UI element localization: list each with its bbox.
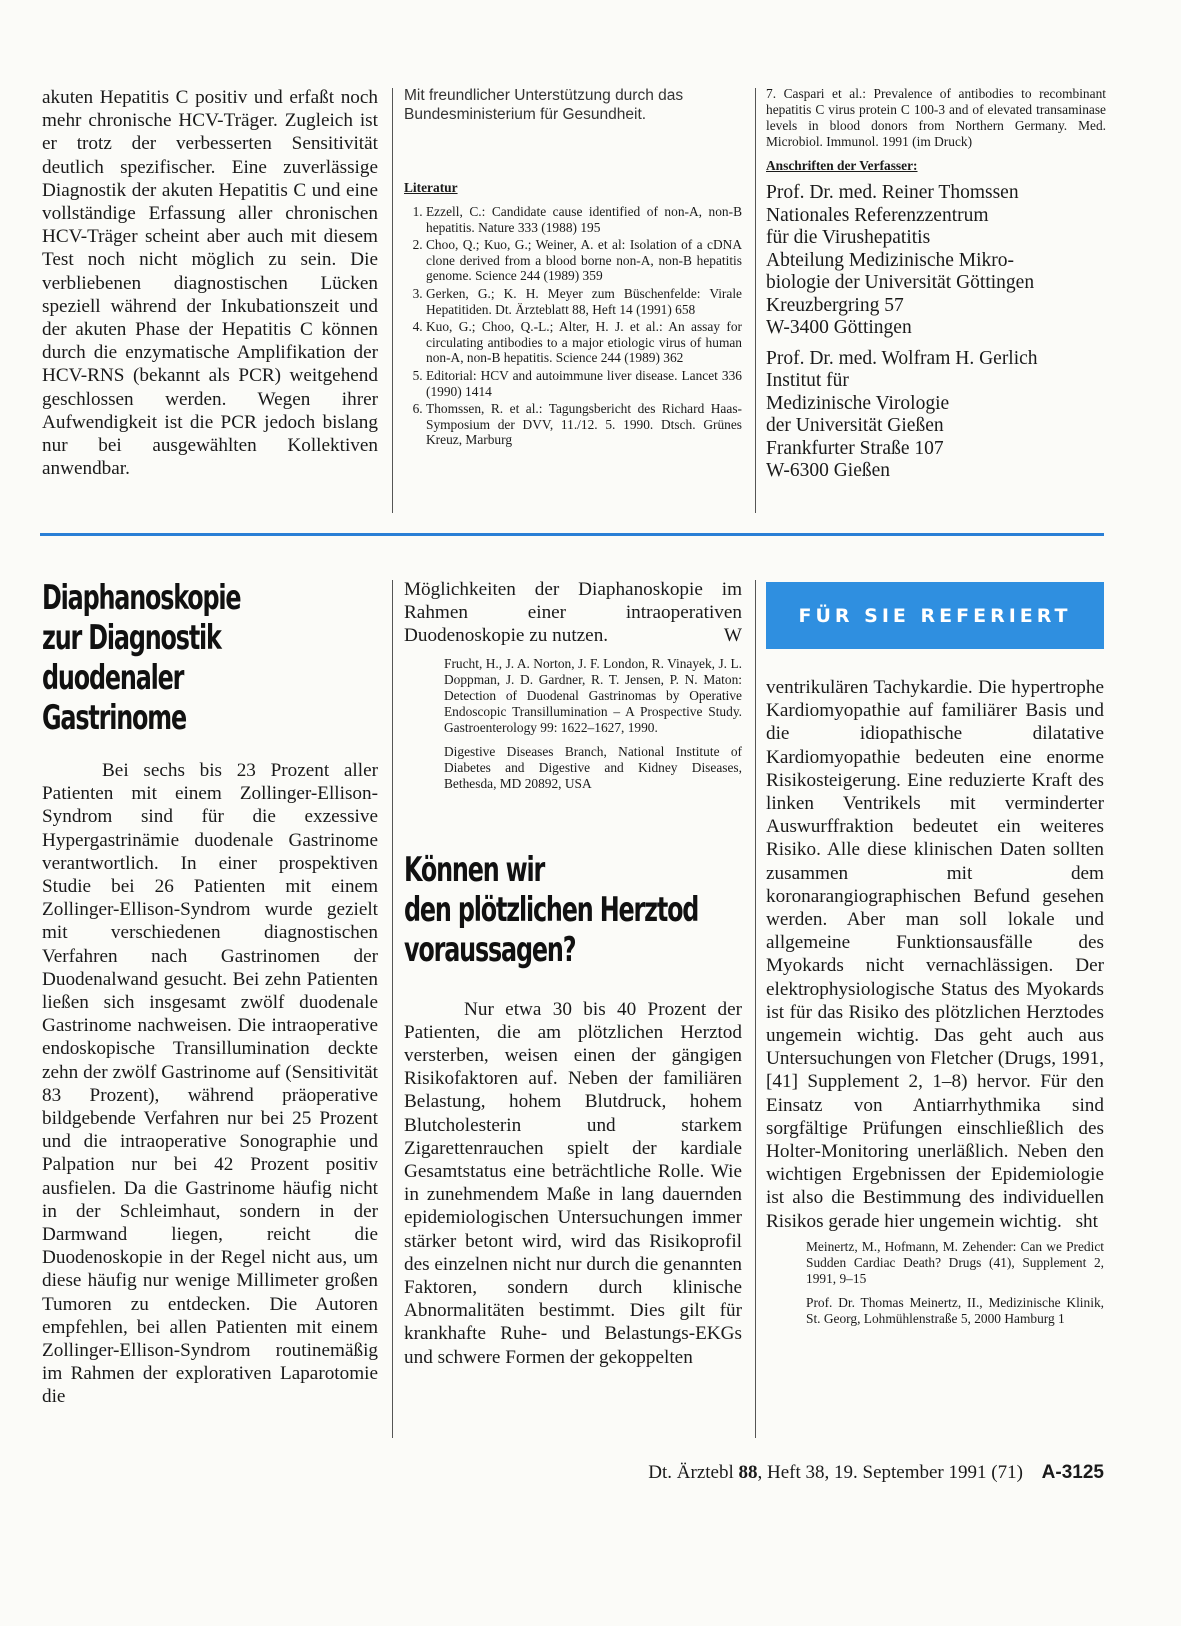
affiliation: Digestive Diseases Branch, National Institute of Diabetes and Digestive and Kidney Diseases, Bethesda, MD 20892, USA — [444, 743, 742, 791]
article2-source — [806, 1239, 1104, 1327]
author-initial: W — [723, 625, 742, 647]
title-line: zur Diagnostik — [42, 618, 221, 658]
address-line: W-3400 Göttingen — [766, 317, 912, 338]
column-divider — [755, 88, 756, 513]
address-line: Prof. Dr. med. Reiner Thomssen — [766, 182, 1019, 203]
page-number: A-3125 — [1041, 1462, 1104, 1483]
top-col3 — [766, 86, 1106, 483]
support-note: Mit freundlicher Unterstützung durch das Bundesministerium für Gesundheit. — [404, 87, 684, 123]
title-line: Können wir — [404, 849, 545, 890]
address-line: biologie der Universität Göttingen — [766, 272, 1035, 293]
address-line: der Universität Gießen — [766, 415, 944, 436]
title-line: Diaphanoskopie — [42, 578, 241, 618]
address-line: W-6300 Gießen — [766, 460, 891, 481]
address-heading: Anschriften der Verfasser: — [766, 158, 918, 173]
title-line: voraussagen? — [404, 929, 576, 970]
column-divider — [392, 580, 393, 1438]
top-col1-text — [42, 86, 378, 480]
page-footer — [590, 1462, 1104, 1484]
citation: Meinertz, M., Hofmann, M. Zehender: Can we Predict Sudden Cardiac Death? Drugs (41), Supplement 2, 1991, 9–15 — [806, 1238, 1104, 1286]
continuation-text: Möglichkeiten der Diaphanoskopie im Rahmen einer intraoperativen Duodenoskopie zu nutzen. — [404, 579, 742, 647]
section-label-box — [766, 582, 1104, 649]
top-col2 — [404, 86, 742, 450]
author-initial: sht — [1075, 1210, 1098, 1232]
address-line: Medizinische Virologie — [766, 392, 950, 414]
journal-name: Dt. Ärztebl — [648, 1462, 734, 1483]
reference-list — [404, 204, 742, 448]
address-line: Kreuzbergring 57 — [766, 294, 904, 316]
issue-info: , Heft 38, 19. September 1991 (71) — [757, 1462, 1023, 1483]
right-column — [766, 676, 1104, 1327]
body-continuation: ventrikulären Tachykardie. Die hypertrophe Kardiomyopathie auf familiärer Basis und die idiopathische dilatative Kardiomyopathie bedeuten eine enorme Risikosteigerung. Eine reduzierte Kraft des linken Ventrikels mit verminderter Auswurffraktion bedeutet ein weiteres Risiko. Alle diese klinischen Daten sollten zusammen mit dem koronarangiographischen Befund gesehen werden. Aber man soll lokale und allgemeine Funktionsausfälle des Myokards nicht vernachlässigen. Der elektrophysiologische Status des Myokards ist für das Risiko des plötzlichen Herztodes ungemein wichtig. Das geht auch aus Untersuchungen von Fletcher (Drugs, 1991, [41] Supplement 2, 1–8) hervor. Für den Einsatz von Antiarrhythmika sind sorgfältige Prüfungen einschließlich des Holter-Monitoring unerläßlich. Neben den wichtigen Ergebnissen der Epidemiologie ist also die Bestimmung des individuellen Risikos gerade hier ungemein wichtig. — [766, 677, 1104, 1232]
reference-item: 3. Gerken, G.; K. H. Meyer zum Büschenfelde: Virale Hepatitiden. Dt. Ärzteblatt 88, Heft 14 (1991) 658 — [426, 286, 742, 317]
reference-item-7: 7. Caspari et al.: Prevalence of antibodies to recombinant hepatitis C virus protein C 100-3 and of elevated transaminase levels in blood donors from Northern Germany. Med. Microbiol. Immunol. 1991 (im Druck) — [766, 86, 1106, 149]
title-line: Gastrinome — [42, 698, 186, 738]
article1-title — [42, 578, 378, 748]
article1-body: Bei sechs bis 23 Prozent aller Patienten mit einem Zollinger-Ellison-Syndrom sind für die exzessive Hypergastrinämie duodenale Gastrinome verantwortlich. In einer prospektiven Studie bei 26 Patienten mit einem Zollinger-Ellison-Syndrom wurde gezielt mit verschiedenen diagnostischen Verfahren nach Gastrinomen der Duodenalwand gesucht. Bei zehn Patienten ließen sich insgesamt zwölf duodenale Gastrinome nachweisen. Die intraoperative endoskopische Transillumination deckte zehn der zwölf Gastrinome auf (Sensitivität 83 Prozent), während präoperative bildgebende Verfahren nur bei 25 Prozent und die intraoperative Sonographie und Palpation nur bei 42 Prozent positiv ausfielen. Da die Gastrinome häufig nicht in der Schleimhaut, sondern in der Darmwand liegen, reicht die Duodenoskopie in der Regel nicht aus, um diese häufig nur wenige Millimeter großen Tumoren zu entdecken. Die Autoren empfehlen, bei allen Patienten mit einem Zollinger-Ellison-Syndrom routinemäßig im Rahmen der explorativen Laparotomie die — [42, 760, 378, 1408]
reference-item: 5. Editorial: HCV and autoimmune liver disease. Lancet 336 (1990) 1414 — [426, 368, 742, 399]
title-line: duodenaler — [42, 658, 184, 698]
affiliation: Prof. Dr. Thomas Meinertz, II., Medizinische Klinik, St. Georg, Lohmühlenstraße 5, 2000 Hamburg 1 — [806, 1294, 1104, 1326]
reference-item: 2. Choo, Q.; Kuo, G.; Weiner, A. et al: Isolation of a cDNA clone derived from a blood borne non-A, non-B hepatitis genome. Science 244 (1989) 359 — [426, 237, 742, 284]
address-line: Institut für — [766, 370, 849, 391]
column-divider — [392, 88, 393, 513]
author-address-2 — [766, 348, 1106, 483]
article2-body: Nur etwa 30 bis 40 Prozent der Patienten, die am plötzlichen Herztod versterben, weisen einen der gängigen Risikofaktoren auf. Neben der familiären Belastung, hohem Blutdruck, hohem Blutcholesterin und starkem Zigarettenrauchen spielt der kardiale Gesamtstatus eine beträchtliche Rolle. Wie in zunehmendem Maße in lang dauernden epidemiologischen Untersuchungen immer stärker betont wird, wird das Risikoprofil des einzelnen nicht nur durch die genannten Faktoren, sondern durch klinische Abnormalitäten bestimmt. Dies gilt für krankhafte Ruhe- und Belastungs-EKGs und schwere Formen der gekoppelten — [404, 998, 742, 1368]
column-divider — [755, 580, 756, 1438]
article1-source — [444, 656, 742, 792]
reference-item: 1. Ezzell, C.: Candidate cause identified of non-A, non-B hepatitis. Nature 333 (1988) 195 — [426, 204, 742, 235]
address-line: für die Virushepatitis — [766, 227, 931, 248]
middle-column — [404, 578, 742, 1369]
address-line: Nationales Referenzzentrum — [766, 204, 989, 226]
hepatitis-article-end: akuten Hepatitis C positiv und erfaßt noch mehr chronische HCV-Träger. Zugleich ist er trotz der verbesserten Sensitivität deutlich spezifischer. Eine zuverlässige Diagnostik der akuten Hepatitis C und eine vollständige Erfassung aller chronischen HCV-Träger scheint aber auch mit diesem Test noch nicht möglich zu sein. Die verbliebenen diagnostischen Lücken speziell während der Inkubationszeit und der akuten Phase der Hepatitis C können durch die enzymatische Amplifikation der HCV-RNS (bekannt als PCR) weitgehend geschlossen werden. Wegen ihrer Aufwendigkeit ist die PCR jedoch bislang nur bei ausgewählten Kollektiven anwendbar. — [42, 87, 378, 480]
reference-item: 4. Kuo, G.; Choo, Q.-L.; Alter, H. J. et al.: An assay for circulating antibodies to a major etiologic virus of human non-A, non-B hepatitis. Science 244 (1989) 362 — [426, 319, 742, 366]
section-label: FÜR SIE REFERIERT — [798, 604, 1072, 627]
article1-column — [42, 578, 378, 1409]
address-line: Abteilung Medizinische Mikro- — [766, 249, 1015, 271]
section-divider — [40, 533, 1104, 536]
citation: Frucht, H., J. A. Norton, J. F. London, R. Vinayek, J. L. Doppman, J. D. Gardner, R. T. Jensen, P. N. Maton: Detection of Duodenal Gastrinomas by Operative Endoscopic Transillumination – A Prospective Study. Gastroenterology 99: 1622–1627, 1990. — [444, 655, 742, 735]
article2-title — [404, 850, 742, 974]
address-line: Prof. Dr. med. Wolfram H. Gerlich — [766, 347, 1038, 369]
title-line: den plötzlichen Herztod — [404, 889, 699, 930]
reference-item: 6. Thomssen, R. et al.: Tagungsbericht des Richard Haas-Symposium der DVV, 11./12. 5. 1990. Dtsch. Grünes Kreuz, Marburg — [426, 401, 742, 448]
literature-heading: Literatur — [404, 180, 458, 195]
address-line: Frankfurter Straße 107 — [766, 437, 944, 459]
article2-body-cont — [766, 676, 1104, 1233]
volume-number: 88 — [738, 1462, 758, 1483]
author-address-1 — [766, 182, 1106, 340]
article1-continuation — [404, 578, 742, 648]
